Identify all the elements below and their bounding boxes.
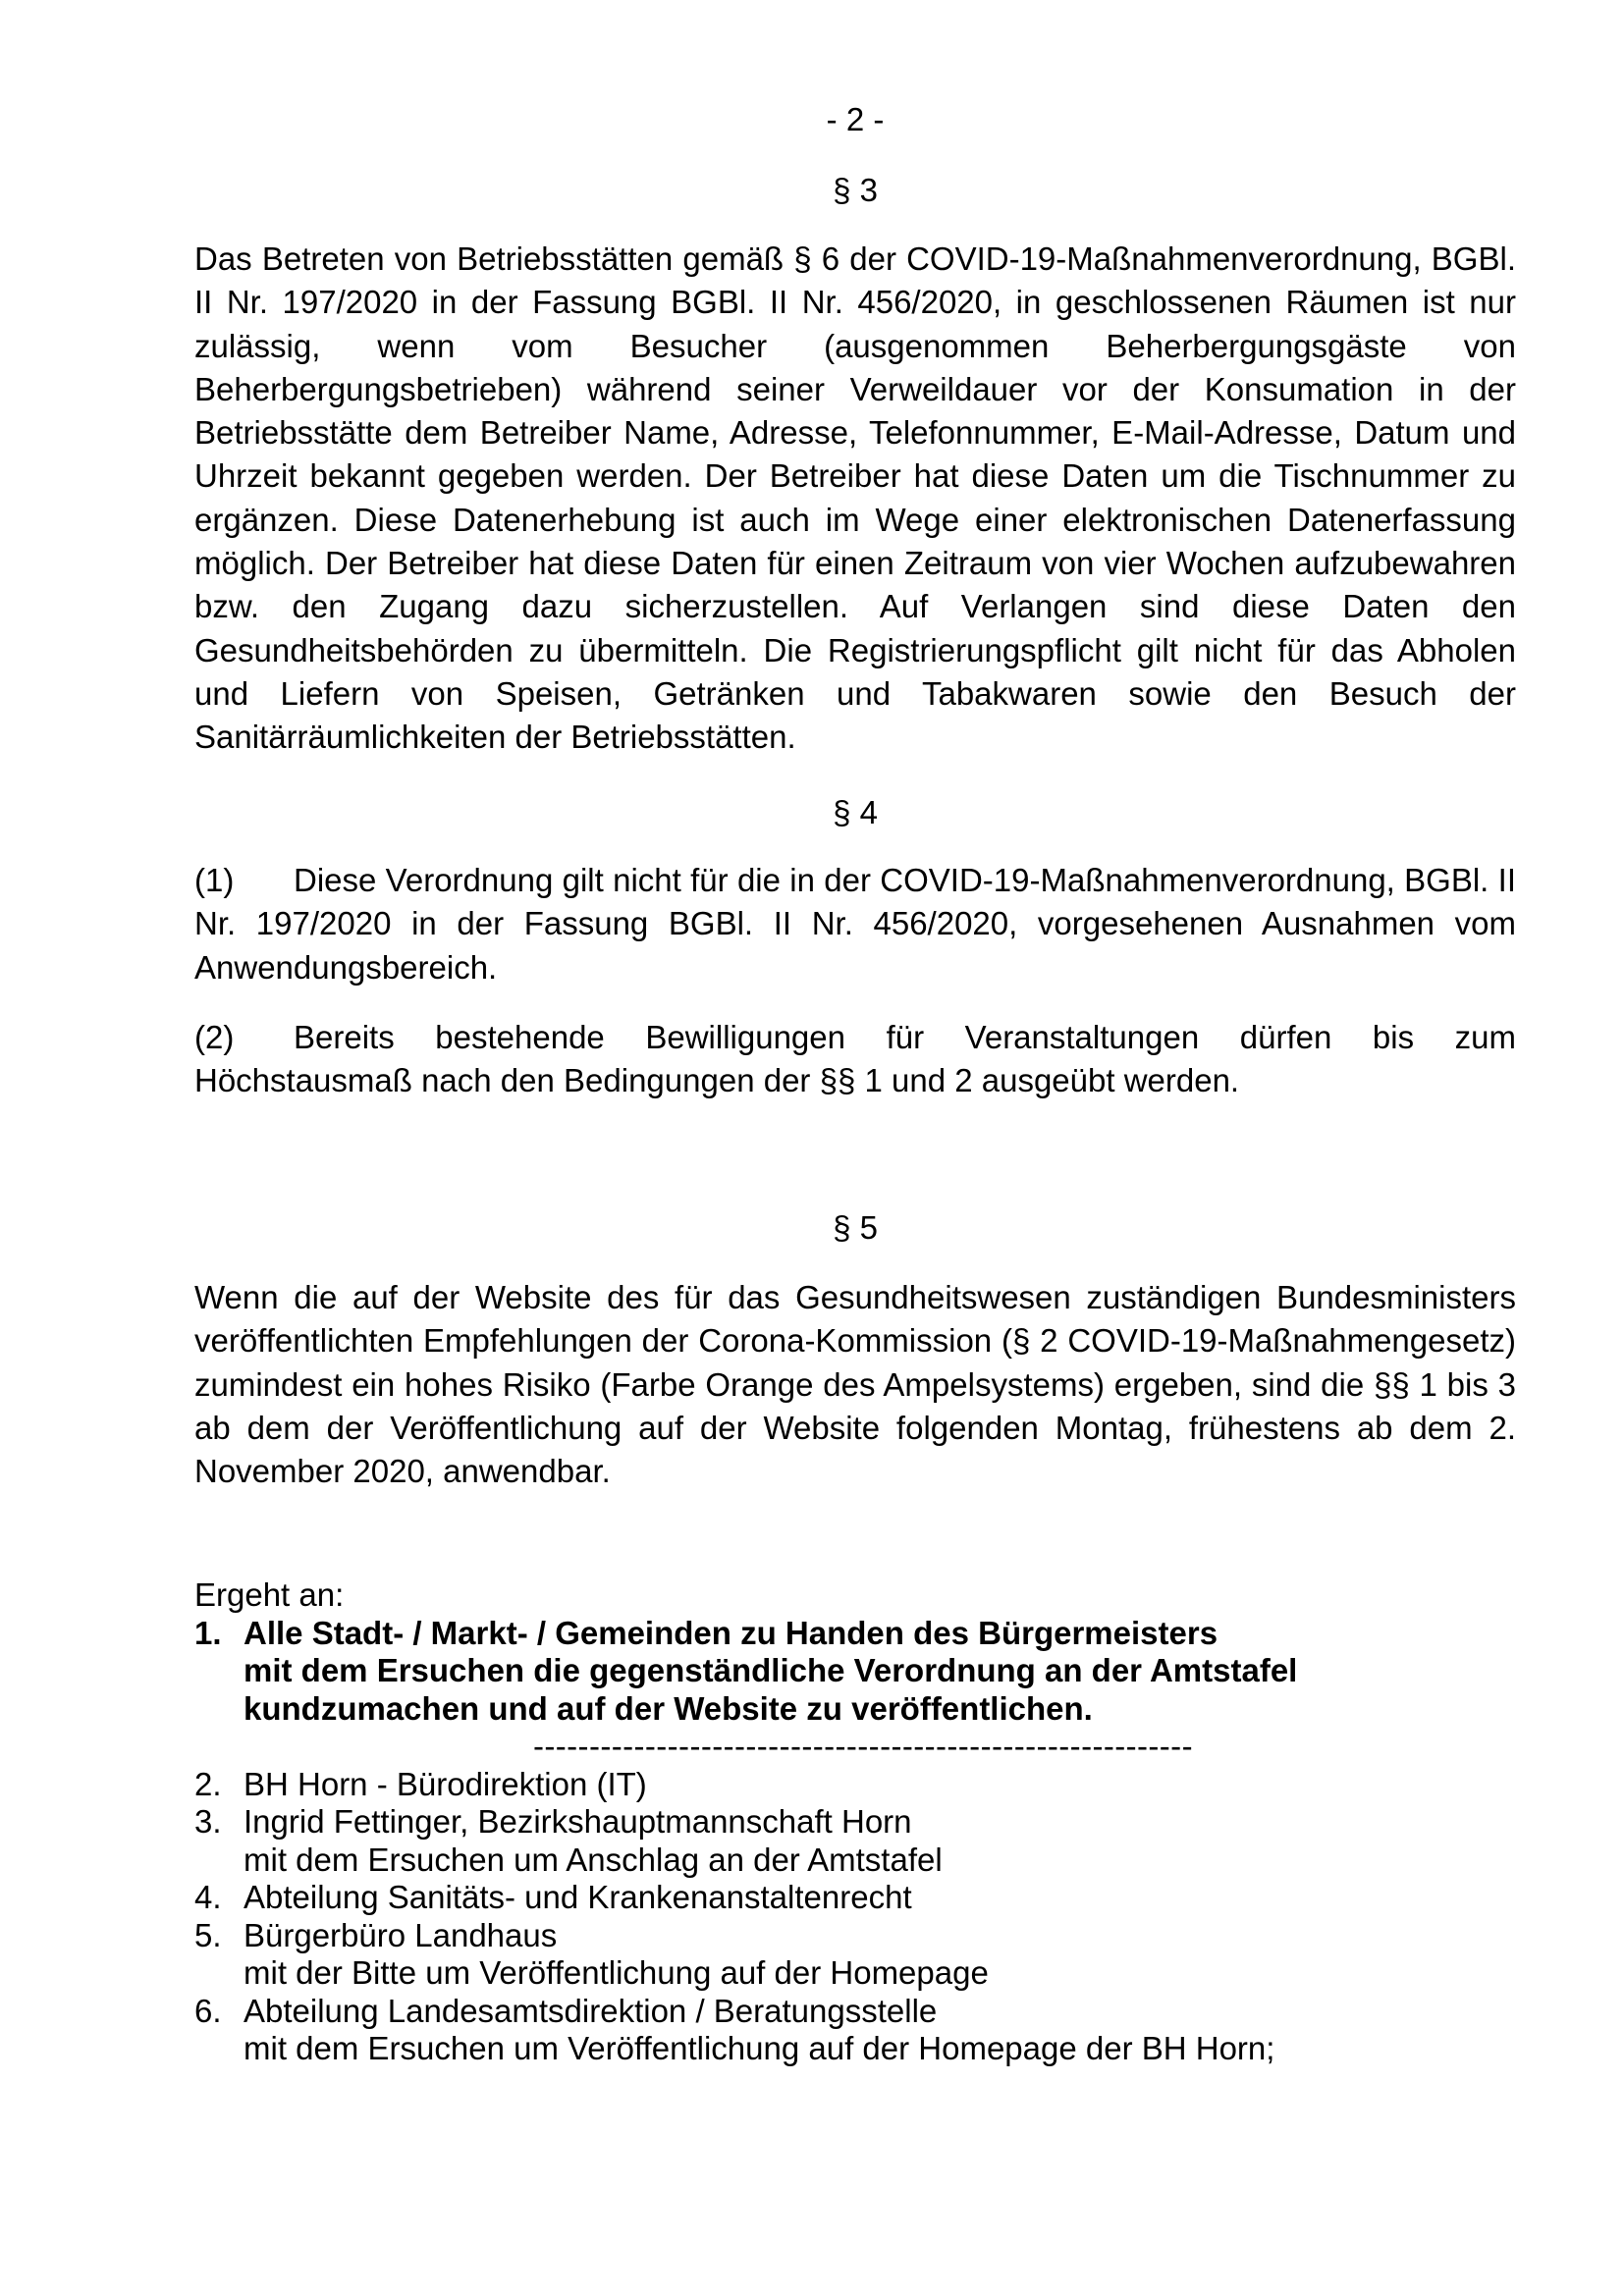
item-line: Bürgerbüro Landhaus <box>244 1916 558 1953</box>
paragraph-text: Bereits bestehende Bewilligungen für Veranstaltungen dürfen bis zum Höchstausmaß nach den Bedingungen der §§ 1 und 2 ausgeübt werden. <box>194 1019 1516 1099</box>
item-line: Ingrid Fettinger, Bezirkshauptmannschaft Horn <box>244 1803 912 1840</box>
item-line: Abteilung Landesamtsdirektion / Beratungsstelle <box>244 1992 938 2029</box>
distribution-title: Ergeht an: <box>194 1576 345 1613</box>
separator-line: ----------------------------------------------------------- <box>533 1728 1193 1764</box>
document-page <box>194 0 1516 2296</box>
page-number: - 2 - <box>826 101 885 137</box>
item-number: 4. <box>194 1879 222 1915</box>
item-number: 2. <box>194 1765 222 1802</box>
item-number: 5. <box>194 1916 222 1953</box>
item-line: mit dem Ersuchen um Veröffentlichung auf der Homepage der BH Horn; <box>244 2030 1275 2066</box>
paragraph-text: Diese Verordnung gilt nicht für die in der COVID-19-Maßnahmenverordnung, BGBl. II Nr. 197/2020 in der Fassung BGBl. II Nr. 456/2020, vorgesehenen Ausnahmen vom Anwendungsbereich. <box>194 862 1516 986</box>
distribution-item <box>194 1993 1516 2068</box>
item-line: Abteilung Sanitäts- und Krankenanstaltenrecht <box>244 1879 912 1915</box>
section-4-paragraph-1 <box>194 859 1516 989</box>
section-3-heading: § 3 <box>833 172 878 208</box>
section-4-heading: § 4 <box>833 794 878 830</box>
item-line: mit der Bitte um Veröffentlichung auf der Homepage <box>244 1954 989 1991</box>
paragraph-number: (1) <box>194 862 235 898</box>
distribution-item <box>194 1615 1516 1729</box>
section-3-text: Das Betreten von Betriebsstätten gemäß § 6 der COVID-19-Maßnahmenverordnung, BGBl. II Nr. 197/2020 in der Fassung BGBl. II Nr. 456/2020, in geschlossenen Räumen ist nur zulässig, wenn vom Besucher (ausgenommen Beherbergungsgäste von Beherbergungsbetrieben) während seiner Verweildauer vor der Konsumation in der Betriebsstätte dem Betreiber Name, Adresse, Telefonnummer, E-Mail-Adresse, Datum und Uhrzeit bekannt gegeben werden. Der Betreiber hat diese Daten um die Tischnummer zu ergänzen. Diese Datenerhebung ist auch im Wege einer elektronischen Datenerfassung möglich. Der Betreiber hat diese Daten für einen Zeitraum von vier Wochen aufzubewahren bzw. den Zugang dazu sicherzustellen. Auf Verlangen sind diese Daten den Gesundheitsbehörden zu übermitteln. Die Registrierungspflicht gilt nicht für das Abholen und Liefern von Speisen, Getränken und Tabakwaren sowie den Besuch der Sanitärräumlichkeiten der Betriebsstätten. <box>194 240 1516 756</box>
section-5-text: Wenn die auf der Website des für das Gesundheitswesen zuständigen Bundesministers veröffentlichten Empfehlungen der Corona-Kommission (§ 2 COVID-19-Maßnahmengesetz) zumindest ein hohes Risiko (Farbe Orange des Ampelsystems) ergeben, sind die §§ 1 bis 3 ab dem der Veröffentlichung auf der Website folgenden Montag, frühestens ab dem 2. November 2020, anwendbar. <box>194 1279 1516 1490</box>
distribution-item <box>194 1766 1516 1804</box>
distribution-item <box>194 1917 1516 1993</box>
item-number: 1. <box>194 1614 222 1651</box>
section-4-paragraph-2 <box>194 1016 1516 1103</box>
item-line: mit dem Ersuchen um Anschlag an der Amtstafel <box>244 1841 943 1878</box>
item-number: 3. <box>194 1803 222 1840</box>
item-line: mit dem Ersuchen die gegenständliche Verordnung an der Amtstafel <box>244 1652 1298 1688</box>
section-5-heading: § 5 <box>833 1209 878 1246</box>
distribution-list <box>194 1576 1516 2068</box>
distribution-item <box>194 1803 1516 1879</box>
item-number: 6. <box>194 1992 222 2029</box>
item-line: Alle Stadt- / Markt- / Gemeinden zu Handen des Bürgermeisters <box>244 1614 1218 1651</box>
item-line: kundzumachen und auf der Website zu veröffentlichen. <box>244 1689 1093 1727</box>
paragraph-number: (2) <box>194 1019 235 1055</box>
distribution-item <box>194 1879 1516 1917</box>
item-line: BH Horn - Bürodirektion (IT) <box>244 1765 647 1802</box>
